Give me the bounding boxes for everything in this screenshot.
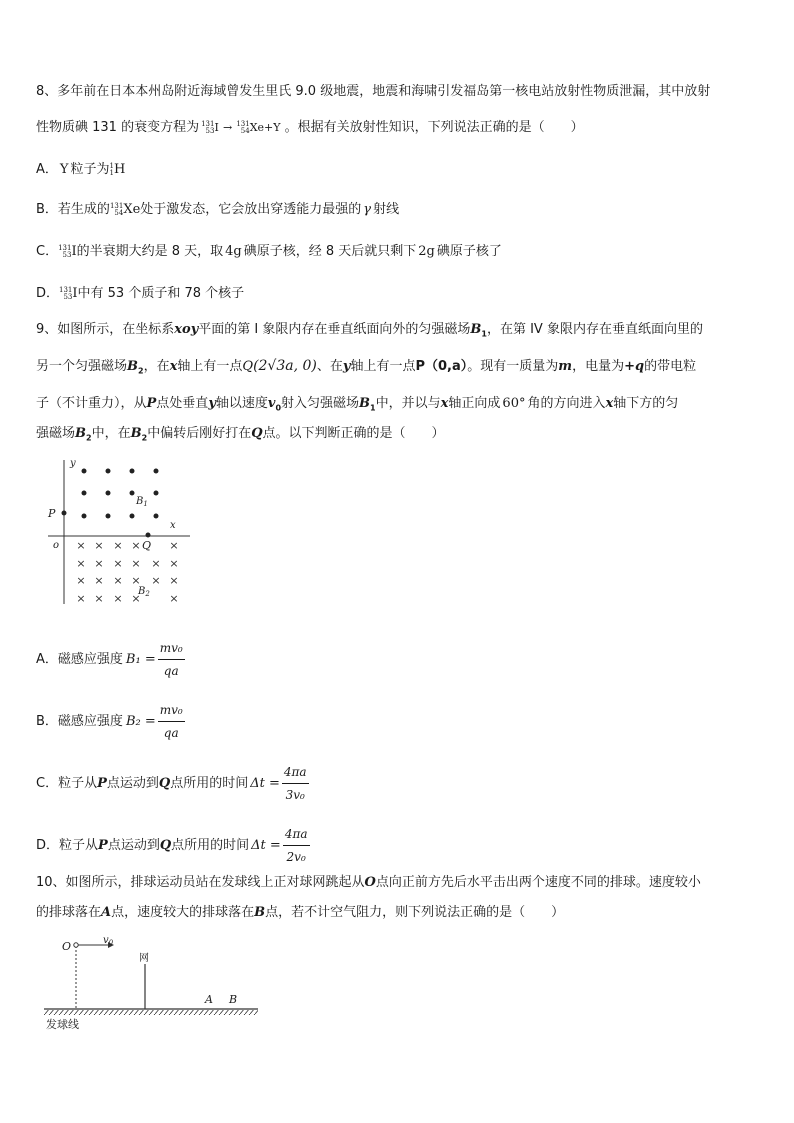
q8-stem-line1: 8、多年前在日本本州岛附近海域曾发生里氏 9.0 级地震，地震和海啸引发福岛第一核电站放射性物质泄漏，其中放射 — [36, 84, 711, 99]
fig-q-label: Q — [142, 539, 152, 552]
q10-stem-line2: 的排球落在A点，速度较大的排球落在B点，若不计空气阻力，则下列说法正确的是（ ） — [36, 905, 565, 920]
q9-magnetic-field-figure — [44, 456, 194, 608]
iodine-nuclide-c: 131 53 I — [58, 243, 77, 259]
fraction: $\frac{4\pi a}{\text{3v₀}}$ — [282, 762, 309, 805]
svg-text:×: × — [76, 557, 86, 570]
svg-text:×: × — [131, 557, 141, 570]
svg-text:×: × — [151, 574, 161, 587]
field-into-page-crosses — [76, 539, 178, 605]
svg-text:×: × — [94, 574, 104, 587]
svg-text:×: × — [76, 574, 86, 587]
hydrogen-nuclide: 1 1 H — [109, 161, 126, 177]
fig-x-label: x — [170, 520, 176, 531]
iodine-nuclide-d: 131 53 I — [59, 285, 78, 301]
q9-stem-line2: 另一个匀强磁场$B_2$，在x轴上有一点Q(2√3a, 0)、在y轴上有一点P（0,a）。现有一质量为m，电量为+q的带电粒 — [36, 358, 697, 376]
fig-y-label: y — [70, 458, 76, 469]
fraction: $\frac{\text{mv₀}}{qa}$ — [158, 638, 185, 681]
svg-text:×: × — [131, 592, 141, 605]
fig-o-label: O — [62, 940, 72, 953]
svg-text:×: × — [169, 592, 179, 605]
svg-text:×: × — [113, 574, 123, 587]
iodine-nuclide: 131 53 I — [201, 120, 219, 135]
fig-v0-label: $v_0$ — [103, 935, 114, 947]
svg-text:×: × — [131, 574, 141, 587]
svg-text:×: × — [113, 592, 123, 605]
q9-option-a: A．磁感应强度 B₁ = $\frac{\text{mv₀}}{qa}$ — [36, 638, 185, 681]
q9-option-c: C．粒子从P点运动到Q点所用的时间 Δt = $\frac{4\pi a}{\text{3v₀}}$ — [36, 762, 309, 805]
q8-option-d: D． 131 53 I中有 53 个质子和 78 个核子 — [36, 284, 244, 304]
ground-hatch — [44, 1010, 258, 1015]
q9-option-d: D．粒子从P点运动到Q点所用的时间 Δt = $\frac{4\pi a}{\text{2v₀}}$ — [36, 824, 310, 867]
fig-b1-label: $B_1$ — [136, 496, 148, 508]
ball-point-o — [74, 943, 78, 947]
svg-text:×: × — [131, 539, 141, 552]
svg-text:×: × — [94, 557, 104, 570]
svg-text:×: × — [76, 592, 86, 605]
svg-text:×: × — [94, 592, 104, 605]
q9-stem-line3: 子（不计重力），从P点处垂直y轴以速度$v_0$射入匀强磁场$B_1$中，并以与x轴正向成 60° 角的方向进入x轴下方的匀 — [36, 396, 679, 413]
fig-p-label: P — [48, 507, 56, 520]
svg-text:×: × — [113, 557, 123, 570]
svg-text:×: × — [76, 539, 86, 552]
fraction: $\frac{4\pi a}{\text{2v₀}}$ — [283, 824, 310, 867]
q8-option-c: C． 131 53 I的半衰期大约是 8 天，取 4g 碘原子核，经 8 天后就只剩下 2g 碘原子核了 — [36, 242, 502, 262]
svg-text:×: × — [169, 539, 179, 552]
svg-text:×: × — [151, 557, 161, 570]
fig-origin-label: o — [53, 540, 60, 551]
fig-net-label: 网 — [139, 953, 149, 964]
fraction: $\frac{\text{mv₀}}{qa}$ — [158, 700, 185, 743]
q9-stem-line4: 强磁场$B_2$中，在$B_2$中偏转后刚好打在Q点。以下判断正确的是（ ） — [36, 426, 445, 443]
xenon-nuclide: 131 54 Xe — [236, 120, 265, 135]
svg-text:×: × — [169, 574, 179, 587]
fig-b-label: B — [229, 993, 238, 1006]
q8-stem-line2: 性物质碘 131 的衰变方程为 131 53 I → 131 54 Xe+Y 。根据有关放射性知识，下列说法正确的是（ ） — [36, 118, 584, 138]
q8-option-b: B．若生成的 131 54 Xe处于激发态，它会放出穿透能力最强的 γ 射线 — [36, 200, 399, 220]
q10-volleyball-figure — [40, 930, 264, 1034]
svg-text:×: × — [94, 539, 104, 552]
q8-option-a: A． Y 粒子为 1 1 H — [36, 160, 125, 180]
svg-text:×: × — [113, 539, 123, 552]
q9-stem-line1: 9、如图所示，在坐标系xoy平面的第 I 象限内存在垂直纸面向外的匀强磁场$B_1$，在第 IV 象限内存在垂直纸面向里的 — [36, 322, 703, 339]
q10-stem-line1: 10、如图所示，排球运动员站在发球线上正对球网跳起从O点向正前方先后水平击出两个速度不同的排球。速度较小 — [36, 875, 701, 890]
fig-a-label: A — [205, 993, 213, 1006]
q9-option-b: B．磁感应强度 B₂ = $\frac{\text{mv₀}}{qa}$ — [36, 700, 185, 743]
fig-serve-line-label: 发球线 — [46, 1018, 79, 1031]
svg-text:×: × — [169, 557, 179, 570]
xenon-nuclide-b: 131 54 Xe — [109, 201, 141, 217]
fig-b2-label: $B_2$ — [138, 586, 150, 598]
